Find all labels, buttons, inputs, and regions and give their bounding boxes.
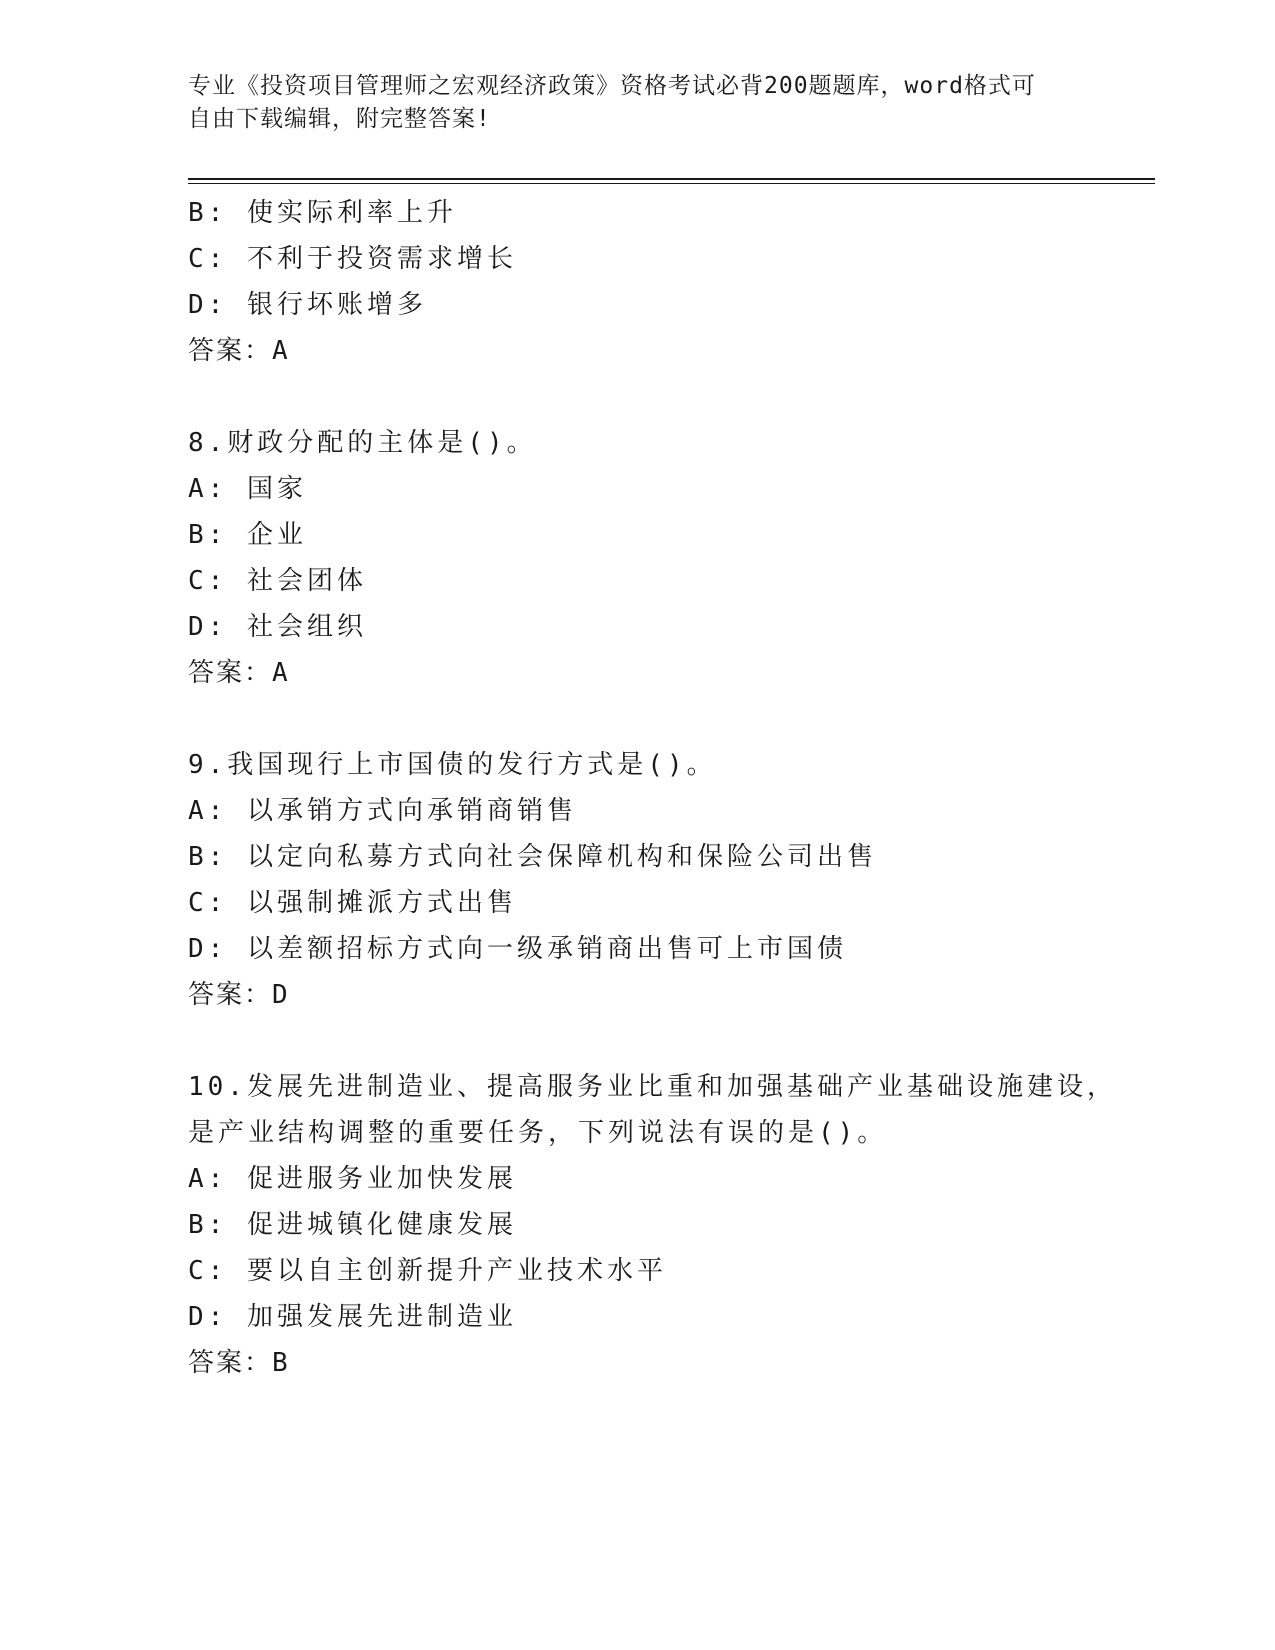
option-a: A: 促进服务业加快发展 (188, 1164, 517, 1194)
option-c: C: 不利于投资需求增长 (188, 244, 517, 274)
answer-line: 答案：B (188, 1348, 290, 1378)
option-a: A: 以承销方式向承销商销售 (188, 796, 577, 826)
header-divider-thin (188, 183, 1155, 184)
option-d: D: 以差额招标方式向一级承销商出售可上市国债 (188, 934, 847, 964)
option-b: B: 促进城镇化健康发展 (188, 1210, 517, 1240)
option-b: B: 以定向私募方式向社会保障机构和保险公司出售 (188, 842, 877, 872)
question-8 (188, 420, 1088, 696)
header-line-1: 专业《投资项目管理师之宏观经济政策》资格考试必背200题题库，word格式可 (188, 73, 1036, 99)
option-c: C: 以强制摊派方式出售 (188, 888, 517, 918)
answer-line: 答案：A (188, 336, 290, 366)
question-list (188, 190, 1117, 1386)
header-line-2: 自由下载编辑，附完整答案! (188, 106, 491, 132)
spacer (188, 374, 1088, 420)
option-d: D: 社会组织 (188, 612, 367, 642)
document-header (188, 70, 1068, 136)
spacer (188, 1018, 1088, 1064)
question-stem: 8.财政分配的主体是()。 (188, 428, 537, 458)
option-c: C: 社会团体 (188, 566, 367, 596)
question-stem-line-2: 是产业结构调整的重要任务，下列说法有误的是()。 (188, 1118, 888, 1148)
option-c: C: 要以自主创新提升产业技术水平 (188, 1256, 667, 1286)
question-10 (188, 1064, 1117, 1386)
option-b: B: 使实际利率上升 (188, 198, 457, 228)
header-divider-thick (188, 178, 1155, 180)
answer-line: 答案：D (188, 980, 290, 1010)
question-stem: 9.我国现行上市国债的发行方式是()。 (188, 750, 717, 780)
answer-line: 答案：A (188, 658, 290, 688)
option-a: A: 国家 (188, 474, 307, 504)
question-7-tail (188, 190, 1088, 374)
spacer (188, 696, 1088, 742)
question-9 (188, 742, 1088, 1018)
option-d: D: 银行坏账增多 (188, 290, 427, 320)
option-d: D: 加强发展先进制造业 (188, 1302, 517, 1332)
option-b: B: 企业 (188, 520, 307, 550)
question-stem-line-1: 10.发展先进制造业、提高服务业比重和加强基础产业基础设施建设， (188, 1072, 1117, 1102)
